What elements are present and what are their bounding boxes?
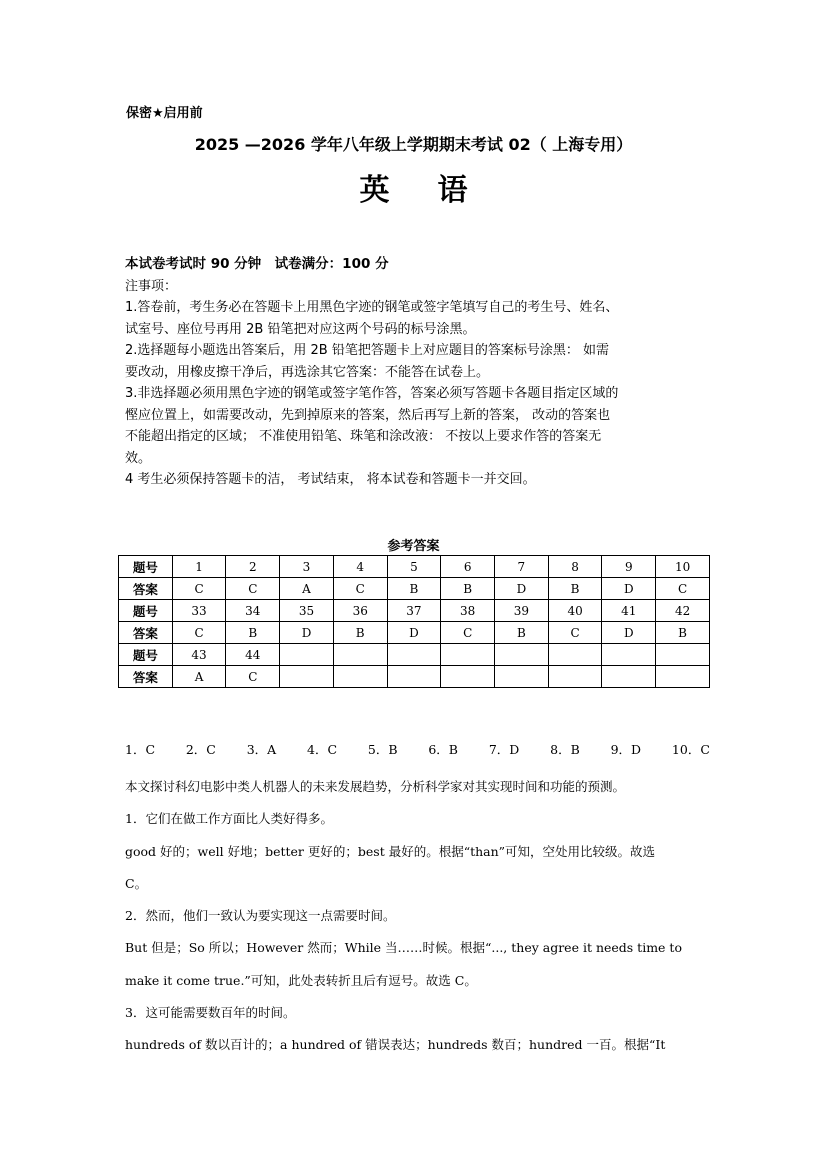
table-row	[119, 578, 710, 600]
answer-item: 5．B	[367, 742, 398, 757]
table-cell: 44	[226, 644, 280, 666]
note-line: 不能超出指定的区域； 不准使用铅笔、珠笔和涂改液： 不按以上要求作答的答案无	[125, 429, 602, 444]
table-cell	[333, 666, 387, 688]
answer-item: 9．D	[610, 742, 642, 757]
confidential-label: 保密★启用前	[126, 106, 203, 121]
table-cell: D	[280, 622, 334, 644]
explanation-line: But 但是；So 所以；However 然而；While 当……时候。根据“..., they agree it needs time to	[125, 940, 682, 956]
note-line: 2.选择题每小题选出答案后，用 2B 铅笔把答题卡上对应题目的答案标号涂黑： 如需	[125, 343, 609, 358]
subject-char-2: 语	[437, 173, 468, 208]
exam-title: 2025 —2026 学年八年级上学期期末考试 02（ 上海专用）	[194, 135, 633, 154]
table-row	[119, 666, 710, 688]
table-cell: 33	[172, 600, 226, 622]
explanation-line: C。	[125, 875, 148, 891]
table-cell: 4	[333, 556, 387, 578]
table-cell: D	[495, 578, 549, 600]
table-cell	[387, 666, 441, 688]
answer-item: 1．C	[125, 742, 156, 757]
table-cell: 8	[548, 556, 602, 578]
subject-char-1: 英	[359, 173, 390, 208]
row-label: 题号	[119, 644, 173, 666]
table-cell: 43	[172, 644, 226, 666]
table-cell: B	[656, 622, 710, 644]
table-cell: 9	[602, 556, 656, 578]
row-label: 答案	[119, 666, 173, 688]
table-cell	[602, 644, 656, 666]
table-cell: 6	[441, 556, 495, 578]
table-cell: 40	[548, 600, 602, 622]
table-cell: D	[602, 622, 656, 644]
table-row	[119, 644, 710, 666]
table-cell: B	[333, 622, 387, 644]
table-cell: C	[226, 578, 280, 600]
table-cell: B	[441, 578, 495, 600]
table-cell: B	[226, 622, 280, 644]
explanation-line: 1．它们在做工作方面比人类好得多。	[125, 811, 333, 827]
table-cell	[280, 644, 334, 666]
explanation	[125, 771, 710, 1062]
table-cell	[548, 666, 602, 688]
table-cell: 37	[387, 600, 441, 622]
table-cell: B	[548, 578, 602, 600]
note-line: 要改动，用橡皮擦干净后，再选涂其它答案：不能答在试卷上。	[125, 364, 490, 380]
table-cell: 35	[280, 600, 334, 622]
table-cell: C	[548, 622, 602, 644]
table-cell: 34	[226, 600, 280, 622]
table-cell: 7	[495, 556, 549, 578]
table-cell	[656, 644, 710, 666]
row-label: 题号	[119, 556, 173, 578]
explanation-line: good 好的；well 好地；better 更好的；best 最好的。根据“than”可知，空处用比较级。故选	[125, 843, 656, 859]
table-cell	[333, 644, 387, 666]
table-cell: C	[656, 578, 710, 600]
explanation-line: 本文探讨科幻电影中类人机器人的未来发展趋势，分析科学家对其实现时间和功能的预测。	[125, 779, 626, 794]
table-cell: C	[226, 666, 280, 688]
subject-title	[0, 165, 827, 209]
table-cell: 39	[495, 600, 549, 622]
table-cell	[441, 666, 495, 688]
table-cell: C	[333, 578, 387, 600]
explanation-line: 2．然而，他们一致认为要实现这一点需要时间。	[125, 908, 396, 924]
table-cell: 42	[656, 600, 710, 622]
table-cell: B	[495, 622, 549, 644]
answer-item: 4．C	[307, 742, 338, 757]
explanation-line: 3．这可能需要数百年的时间。	[125, 1005, 296, 1021]
table-cell: C	[172, 578, 226, 600]
table-cell: B	[387, 578, 441, 600]
note-line: 1.答卷前，考生务必在答题卡上用黑色字迹的钢笔或签字笔填写自己的考生号、姓名、	[125, 300, 619, 315]
table-row	[119, 556, 710, 578]
table-cell: 2	[226, 556, 280, 578]
table-cell	[495, 644, 549, 666]
row-label: 答案	[119, 622, 173, 644]
table-cell	[280, 666, 334, 688]
table-cell: C	[172, 622, 226, 644]
answer-item: 6．B	[428, 742, 458, 757]
explanation-line: make it come true.”可知，此处表转折且后有逗号。故选 C。	[125, 972, 477, 988]
row-label: 答案	[119, 578, 173, 600]
note-line: 慳应位置上，如需要改动，先到掉原来的答案，然后再写上新的答案， 改动的答案也	[125, 407, 611, 423]
row-label: 题号	[119, 600, 173, 622]
table-cell: C	[441, 622, 495, 644]
note-line: 4 考生必须保持答题卡的洁， 考试结束， 将本试卷和答题卡一并交回。	[125, 472, 536, 487]
table-cell: D	[387, 622, 441, 644]
answer-item: 10．C	[671, 742, 710, 757]
table-cell: A	[172, 666, 226, 688]
table-cell: A	[280, 578, 334, 600]
table-row	[119, 600, 710, 622]
table-cell	[387, 644, 441, 666]
table-cell: 41	[602, 600, 656, 622]
answer-item: 7．D	[488, 742, 520, 757]
answer-sequence	[125, 740, 710, 758]
table-cell: 38	[441, 600, 495, 622]
table-cell	[495, 666, 549, 688]
table-cell: 10	[656, 556, 710, 578]
table-cell: 1	[172, 556, 226, 578]
table-cell	[548, 644, 602, 666]
note-line: 试室号、座位号再用 2B 铅笔把对应这两个号码的标号涂黑。	[125, 321, 476, 337]
table-cell	[602, 666, 656, 688]
table-cell	[441, 644, 495, 666]
table-cell: 3	[280, 556, 334, 578]
answer-key-table	[118, 555, 710, 688]
exam-notes	[125, 254, 710, 491]
table-cell: 5	[387, 556, 441, 578]
note-line: 3.非选择题必须用黑色字迹的钢笔或签字笔作答，答案必须写答题卡各题目指定区域的	[125, 386, 619, 401]
answer-item: 2．C	[185, 742, 216, 757]
table-cell	[656, 666, 710, 688]
exam-info: 本试卷考试时 90 分钟 试卷满分：100 分	[125, 256, 389, 272]
table-cell: D	[602, 578, 656, 600]
table-cell: 36	[333, 600, 387, 622]
answer-key-title: 参考答案	[387, 539, 440, 554]
answer-item: 3．A	[246, 742, 277, 757]
explanation-line: hundreds of 数以百计的；a hundred of 错误表达；hundreds 数百；hundred 一百。根据“It	[125, 1037, 666, 1053]
answer-item: 8．B	[550, 742, 580, 757]
notes-heading: 注事项：	[125, 278, 178, 294]
table-row	[119, 622, 710, 644]
note-line: 效。	[125, 450, 152, 466]
